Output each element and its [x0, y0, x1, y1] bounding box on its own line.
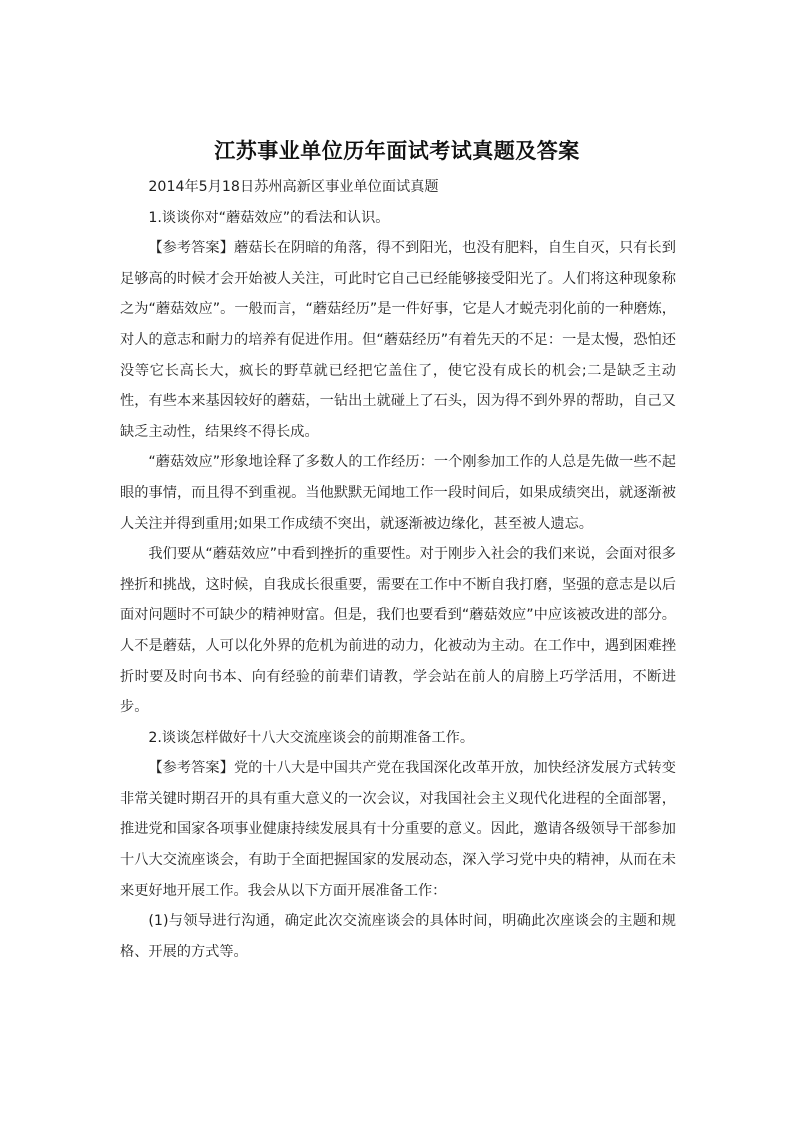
answer-1-paragraph: “蘑菇效应”形象地诠释了多数人的工作经历：一个刚参加工作的人总是先做一些不起眼的事情，而且得不到重视。当他默默无闻地工作一段时间后，如果成绩突出，就逐渐被人关注并得到重用;如果工作成绩不突出，就逐渐被边缘化，甚至被人遗忘。 — [120, 454, 676, 532]
answer-2-paragraph: (1)与领导进行沟通，确定此次交流座谈会的具体时间，明确此次座谈会的主题和规格、开展的方式等。 — [120, 913, 676, 960]
answer-1-paragraph: 我们要从“蘑菇效应”中看到挫折的重要性。对于刚步入社会的我们来说，会面对很多挫折和挑战，这时候，自我成长很重要，需要在工作中不断自我打磨，坚强的意志是以后面对问题时不可缺少的精神财富。但是，我们也要看到“蘑菇效应”中应该被改进的部分。人不是蘑菇，人可以化外界的危机为前进的动力，化被动为主动。在工作中，遇到困难挫折时要及时向书本、向有经验的前辈们请教，学会站在前人的肩膀上巧学活用，不断进步。 — [120, 546, 676, 716]
question-2: 2.谈谈怎样做好十八大交流座谈会的前期准备工作。 — [148, 729, 475, 746]
answer-2-paragraph: 【参考答案】党的十八大是中国共产党在我国深化改革开放，加快经济发展方式转变非常关键时期召开的具有重大意义的一次会议，对我国社会主义现代化进程的全面部署，推进党和国家各项事业健康持续发展具有十分重要的意义。因此，邀请各级领导干部参加十八大交流座谈会，有助于全面把握国家的发展动态，深入学习党中央的精神，从而在未来更好地开展工作。我会从以下方面开展准备工作： — [120, 760, 676, 899]
document-body — [120, 172, 676, 967]
exam-date-line: 2014年5月18日苏州高新区事业单位面试真题 — [148, 179, 439, 195]
answer-1-paragraph: 【参考答案】蘑菇长在阴暗的角落，得不到阳光，也没有肥料，自生自灭，只有长到足够高的时候才会开始被人关注，可此时它自己已经能够接受阳光了。人们将这种现象称之为“蘑菇效应”。一般而言，“蘑菇经历”是一件好事，它是人才蜕壳羽化前的一种磨炼，对人的意志和耐力的培养有促进作用。但“蘑菇经历”有着先天的不足：一是太慢，恐怕还没等它长高长大，疯长的野草就已经把它盖住了，使它没有成长的机会;二是缺乏主动性，有些本来基因较好的蘑菇，一钻出土就碰上了石头，因为得不到外界的帮助，自己又缺乏主动性，结果终不得长成。 — [120, 240, 676, 440]
question-1: 1.谈谈你对“蘑菇效应”的看法和认识。 — [148, 209, 390, 226]
document-title: 江苏事业单位历年面试考试真题及答案 — [214, 138, 580, 163]
